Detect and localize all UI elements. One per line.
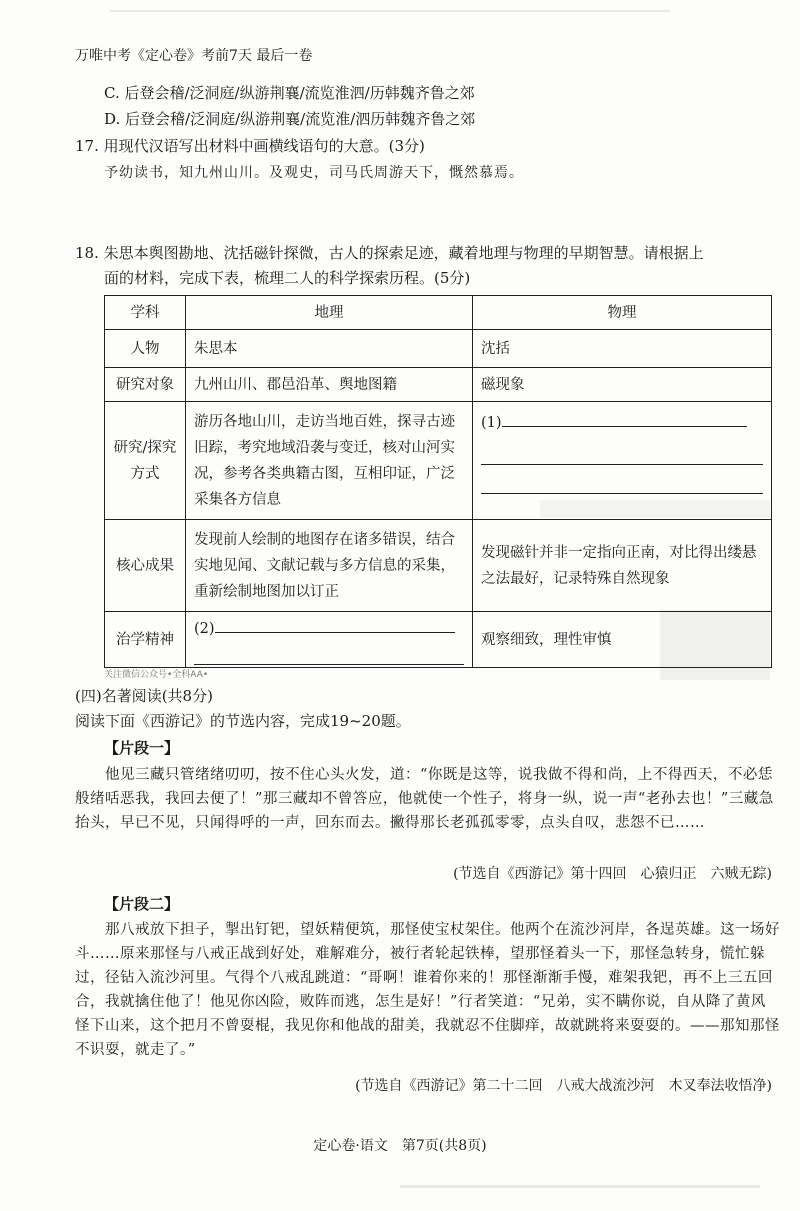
page-footer: 定心卷·语文 第7页(共8页): [313, 1138, 487, 1154]
q17-prompt: 17. 用现代汉语写出材料中画横线语句的大意。(3分): [75, 137, 425, 155]
phy-cell: 发现磁针并非一定指向正南，对比得出缕悬之法最好，记录特殊自然现象: [473, 520, 772, 612]
answer-marker-1: (1): [481, 415, 502, 431]
section4-title: (四)名著阅读(共8分): [75, 687, 213, 705]
answer-cell-1[interactable]: [473, 402, 772, 520]
row-label: 研究对象: [105, 368, 186, 402]
option-c: C. 后登会稽/泛洞庭/纵游荆襄/流览淮泗/历韩魏齐鲁之郊: [104, 84, 475, 102]
row-label: 治学精神: [105, 612, 186, 668]
frag2-source: (节选自《西游记》第二十二回 八戒大战流沙河 木叉奉法收悟净): [355, 1078, 772, 1094]
scan-noise: [400, 1185, 760, 1188]
answer-blank-2[interactable]: [215, 632, 455, 633]
page-header: 万唯中考《定心卷》考前7天 最后一卷: [75, 48, 313, 64]
header-subject: 学科: [105, 296, 186, 330]
q17-quote: 予幼读书，知九州山川。及观史，司马氏周游天下，慨然慕焉。: [104, 165, 524, 181]
option-d: D. 后登会稽/泛洞庭/纵游荆襄/流览淮/泗历韩魏齐鲁之郊: [104, 110, 476, 128]
answer-line[interactable]: [481, 471, 763, 494]
frag1-text: 他见三藏只管绪绪叨叨，按不住心头火发，道：“你既是这等，说我做不得和尚，上不得西天，不必恁般绪咶恶我，我回去便了！”那三藏却不曾答应，他就使一个性子，将身一纵，说一声“老孙去也！”三藏急抬头，早已不见，只闻得呼的一声，回东而去。撇得那长老孤孤零零，点头自叹，悲怨不已……: [75, 767, 774, 831]
geo-cell: 九州山川、郡邑沿革、舆地图籍: [186, 368, 473, 402]
phy-cell: 磁现象: [473, 368, 772, 402]
geo-cell: 朱思本: [186, 330, 473, 368]
frag1-title: 【片段一】: [104, 739, 180, 757]
header-geography: 地理: [186, 296, 473, 330]
answer-line[interactable]: [194, 646, 464, 665]
watermark: 关注微信公众号•全科AA•: [104, 670, 209, 680]
frag2-title: 【片段二】: [104, 895, 180, 913]
q18-table: [104, 295, 772, 668]
section4-intro: 阅读下面《西游记》的节选内容，完成19~20题。: [75, 712, 411, 730]
row-label: 核心成果: [105, 520, 186, 612]
header-physics: 物理: [473, 296, 772, 330]
answer-cell-2[interactable]: [186, 612, 473, 668]
row-label: 研究/探究方式: [105, 402, 186, 520]
phy-cell: 观察细致，理性审慎: [473, 612, 772, 668]
geo-cell: 发现前人绘制的地图存在诸多错误，结合实地见闻、文献记载与多方信息的采集，重新绘制地图加以订正: [186, 520, 473, 612]
scan-noise: [110, 10, 670, 12]
row-label: 人物: [105, 330, 186, 368]
frag2-text: 那八戒放下担子，掣出钉钯，望妖精便筑，那怪使宝杖架住。他两个在流沙河岸，各逞英雄。这一场好斗……原来那怪与八戒正战到好处，难解难分，被行者轮起铁棒，望那怪着头一下，那怪急转身，慌忙躲过，径钻入流沙河里。气得个八戒乱跳道：“哥啊！谁着你来的！那怪渐渐手慢，难架我钯，再不上三五回合，我就擒住他了！他见你凶险，败阵而逃，怎生是好！”行者笑道：“兄弟，实不瞒你说，自从降了黄风怪下山来，这个把月不曾耍棍，我见你和他战的甜美，我就忍不住脚痒，故就跳将来耍耍的。——那知那怪不识耍，就走了。”: [75, 922, 780, 1058]
answer-line[interactable]: [481, 442, 763, 465]
answer-marker-2: (2): [194, 621, 215, 637]
q18-prompt-line2: 面的材料，完成下表，梳理二人的科学探索历程。(5分): [104, 269, 471, 287]
answer-blank-1[interactable]: [502, 426, 747, 427]
frag1-source: (节选自《西游记》第十四回 心猿归正 六贼无踪): [453, 866, 772, 882]
geo-cell: 游历各地山川，走访当地百姓，探寻古迹旧踪，考究地域沿袭与变迁，核对山河实况，参考各类典籍古图，互相印证，广泛采集各方信息: [186, 402, 473, 520]
phy-cell: 沈括: [473, 330, 772, 368]
q18-prompt-line1: 18. 朱思本舆图勘地、沈括磁针探微，古人的探索足迹，藏着地理与物理的早期智慧。请根据上: [75, 244, 704, 262]
